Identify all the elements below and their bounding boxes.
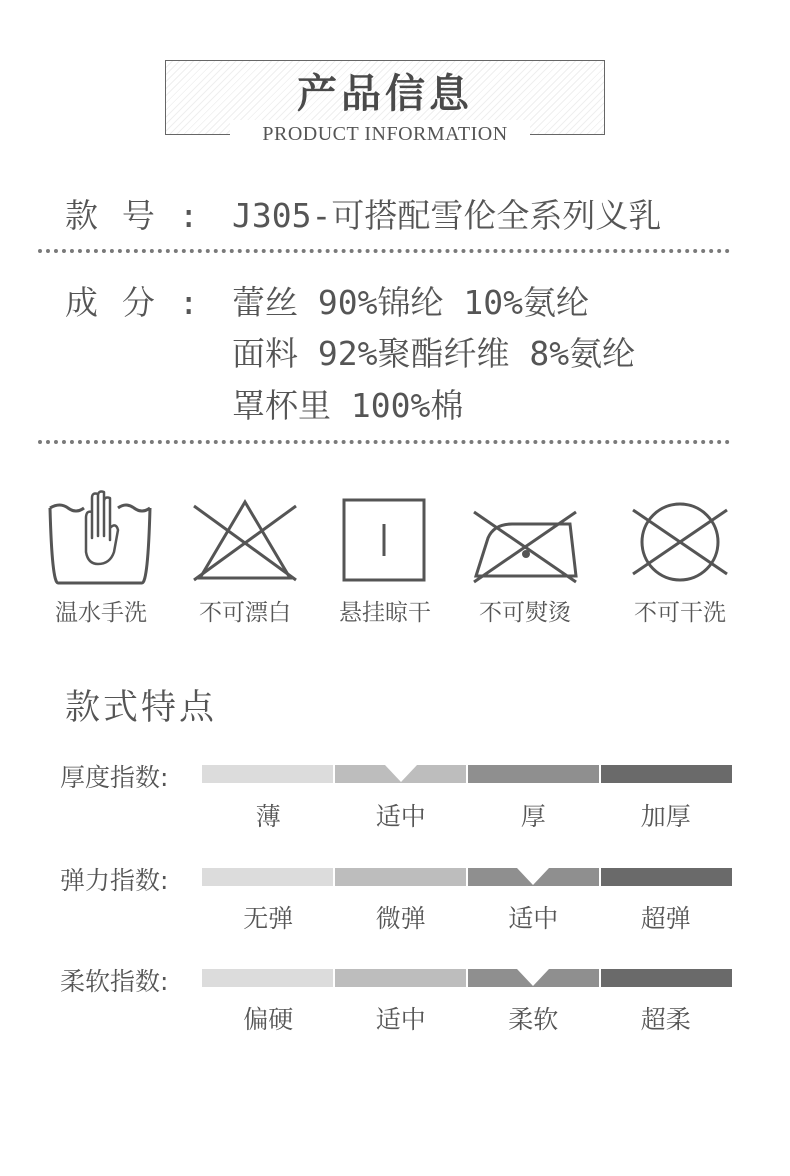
no-dry-clean-icon xyxy=(625,488,735,588)
softness-scale xyxy=(202,969,732,987)
care-label: 不可熨烫 xyxy=(479,600,571,626)
thickness-label: 厚度指数: xyxy=(60,763,169,792)
scale-segment xyxy=(601,765,732,783)
care-label: 不可漂白 xyxy=(199,600,291,626)
scale-segment xyxy=(335,868,466,886)
level-label: 加厚 xyxy=(640,802,691,831)
no-bleach-icon xyxy=(190,488,300,588)
level-label: 薄 xyxy=(255,802,281,831)
composition-line: 罩杯里 100%棉 xyxy=(232,386,464,425)
scale-segment xyxy=(202,969,333,987)
composition-label: 成 分 : xyxy=(65,283,201,322)
level-label: 适中 xyxy=(375,1005,426,1034)
care-label: 悬挂晾干 xyxy=(339,600,431,626)
page-title: 产品信息 xyxy=(297,70,473,117)
care-label: 温水手洗 xyxy=(55,600,147,626)
level-label: 无弹 xyxy=(243,904,294,933)
scale-segment xyxy=(601,969,732,987)
no-iron-icon xyxy=(470,488,580,588)
style-number-label: 款 号 : xyxy=(65,196,201,235)
level-label: 偏硬 xyxy=(243,1005,294,1034)
scale-segment xyxy=(202,868,333,886)
level-label: 柔软 xyxy=(508,1005,559,1034)
level-label: 适中 xyxy=(375,802,426,831)
divider xyxy=(38,440,730,444)
care-label: 不可干洗 xyxy=(634,600,726,626)
page-subtitle: PRODUCT INFORMATION xyxy=(262,123,508,145)
section-title: 款式特点 xyxy=(65,688,218,728)
scale-segment xyxy=(601,868,732,886)
hand-wash-icon xyxy=(46,488,156,588)
level-label: 微弹 xyxy=(375,904,426,933)
scale-segment xyxy=(468,765,599,783)
elasticity-marker-icon xyxy=(517,868,549,885)
level-label: 超柔 xyxy=(640,1005,691,1034)
level-label: 超弹 xyxy=(640,904,691,933)
scale-segment xyxy=(335,969,466,987)
softness-label: 柔软指数: xyxy=(60,967,169,996)
elasticity-scale xyxy=(202,868,732,886)
composition-line: 蕾丝 90%锦纶 10%氨纶 xyxy=(232,283,589,322)
scale-segment xyxy=(202,765,333,783)
elasticity-label: 弹力指数: xyxy=(60,866,169,895)
softness-marker-icon xyxy=(517,969,549,986)
thickness-marker-icon xyxy=(385,765,417,782)
composition-line: 面料 92%聚酯纤维 8%氨纶 xyxy=(232,334,636,373)
hang-dry-icon xyxy=(330,488,440,588)
level-label: 适中 xyxy=(508,904,559,933)
level-label: 厚 xyxy=(520,802,546,831)
thickness-scale xyxy=(202,765,732,783)
divider xyxy=(38,249,730,253)
style-number-value: J305-可搭配雪伦全系列义乳 xyxy=(232,196,662,235)
